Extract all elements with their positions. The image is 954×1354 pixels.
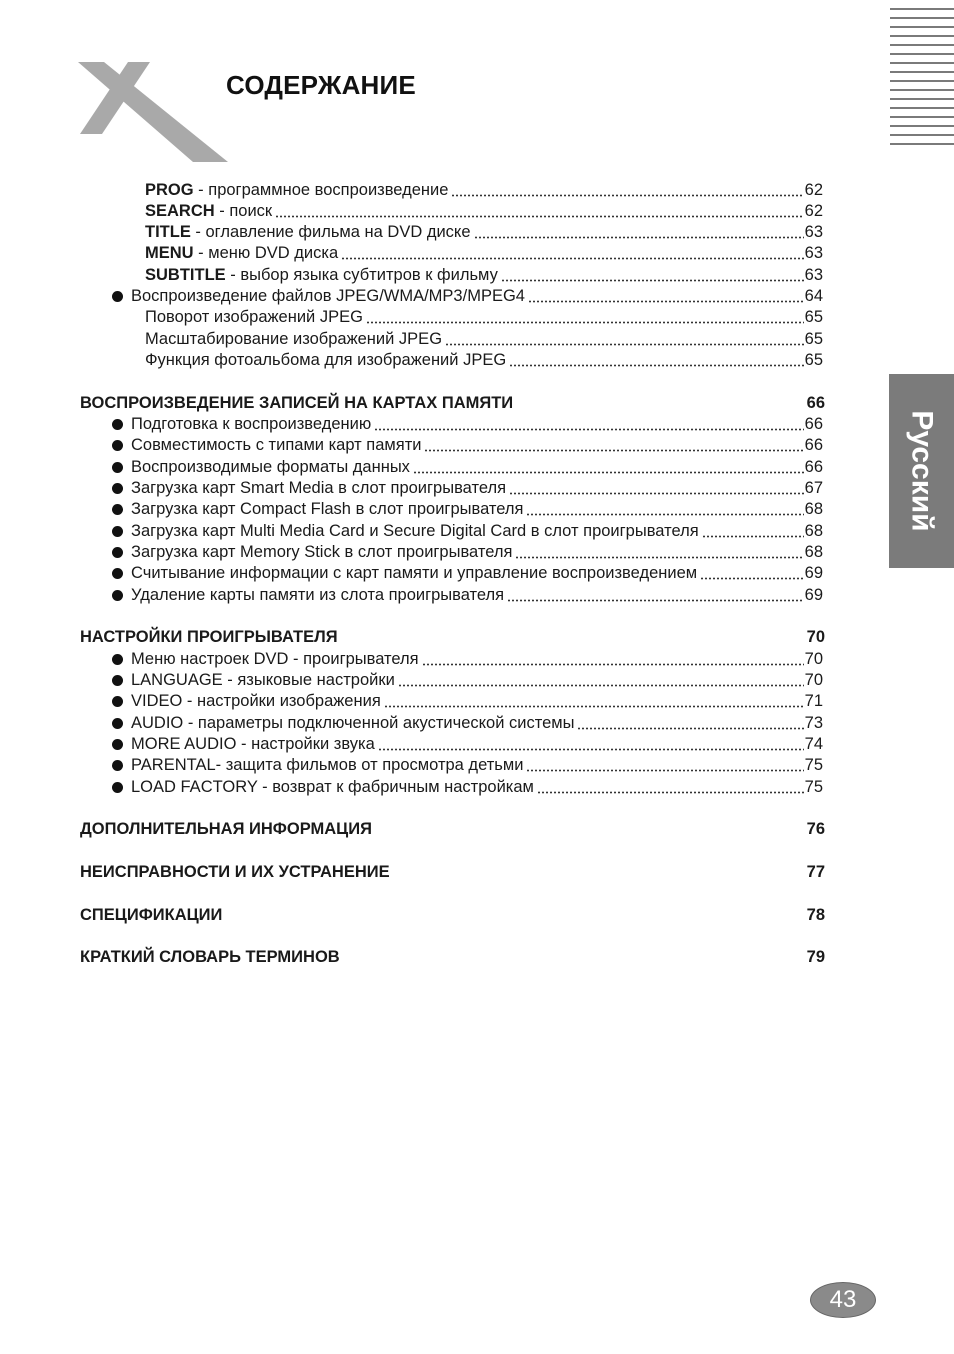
toc-page-number: 71 bbox=[804, 692, 823, 710]
dot-leader bbox=[537, 791, 804, 794]
toc-section-heading bbox=[80, 905, 823, 926]
toc-entry-label bbox=[145, 180, 448, 201]
toc-entry-command: PROG bbox=[145, 181, 194, 199]
dot-leader bbox=[509, 492, 804, 495]
bullet-icon bbox=[112, 739, 123, 750]
toc-page-number: 62 bbox=[804, 202, 823, 220]
toc-entry-text: Меню настроек DVD - проигрывателя bbox=[131, 650, 419, 668]
toc-entry-label bbox=[131, 499, 523, 520]
toc-page-number: 68 bbox=[804, 543, 823, 561]
toc-entry-text: КРАТКИЙ СЛОВАРЬ ТЕРМИНОВ bbox=[80, 948, 340, 966]
toc-entry-label bbox=[131, 755, 523, 776]
toc-entry-label bbox=[131, 478, 506, 499]
toc-page-number: 68 bbox=[804, 522, 823, 540]
toc-entry-text: MORE AUDIO - настройки звука bbox=[131, 735, 375, 753]
toc-page-number: 68 bbox=[804, 500, 823, 518]
toc-entry-label bbox=[80, 947, 340, 968]
toc-entry-label bbox=[131, 777, 534, 798]
toc-page-number: 66 bbox=[804, 458, 823, 476]
toc-page-number: 79 bbox=[806, 948, 825, 966]
dot-leader bbox=[275, 215, 803, 218]
toc-entry-label bbox=[131, 713, 574, 734]
toc-entry-label bbox=[145, 243, 338, 264]
language-tab-label: Русский bbox=[905, 410, 939, 532]
dot-leader bbox=[474, 236, 804, 239]
bullet-icon bbox=[112, 462, 123, 473]
dot-leader bbox=[515, 556, 803, 559]
toc-entry-command: MENU bbox=[145, 244, 194, 262]
toc-entry-text: Поворот изображений JPEG bbox=[145, 308, 363, 326]
toc-entry-text: Удаление карты памяти из слота проигрывателя bbox=[131, 586, 505, 604]
toc-entry bbox=[112, 478, 823, 499]
toc-page-number: 63 bbox=[804, 223, 823, 241]
toc-entry-label bbox=[80, 862, 390, 883]
page-number-badge bbox=[810, 1282, 876, 1318]
toc-entry-text: СПЕЦИФИКАЦИИ bbox=[80, 906, 223, 924]
toc-entry-text: PARENTAL- защита фильмов от просмотра детьми bbox=[131, 756, 524, 774]
toc-page-number: 77 bbox=[806, 863, 825, 881]
toc-entry-label bbox=[131, 734, 375, 755]
toc-entry-command: SUBTITLE bbox=[145, 266, 226, 284]
toc-entry bbox=[112, 691, 823, 712]
toc-page-number: 69 bbox=[804, 586, 823, 604]
toc-entry-label bbox=[131, 585, 504, 606]
toc-page-number: 65 bbox=[804, 351, 823, 369]
toc-page-number: 67 bbox=[804, 479, 823, 497]
toc-entry bbox=[145, 180, 823, 201]
dot-leader bbox=[526, 513, 803, 516]
bullet-icon bbox=[112, 760, 123, 771]
toc-entry bbox=[145, 350, 823, 371]
toc-entry-text: НАСТРОЙКИ ПРОИГРЫВАТЕЛЯ bbox=[80, 628, 338, 646]
toc-entry-label bbox=[131, 521, 699, 542]
toc-entry bbox=[145, 222, 823, 243]
toc-entry-text: Функция фотоальбома для изображений JPEG bbox=[145, 351, 507, 369]
toc-page-number: 63 bbox=[804, 266, 823, 284]
toc-section-heading bbox=[80, 627, 823, 648]
toc-page-number: 64 bbox=[804, 287, 823, 305]
dot-leader bbox=[577, 727, 803, 730]
toc-entry-text: Загрузка карт Compact Flash в слот проигрывателя bbox=[131, 500, 524, 518]
toc-entry-text: VIDEO - настройки изображения bbox=[131, 692, 381, 710]
toc-entry-command: TITLE bbox=[145, 223, 191, 241]
bullet-icon bbox=[112, 440, 123, 451]
bullet-icon bbox=[112, 547, 123, 558]
bullet-icon bbox=[112, 590, 123, 601]
toc-entry bbox=[112, 713, 823, 734]
toc-entry bbox=[112, 457, 823, 478]
dot-leader bbox=[507, 599, 804, 602]
dot-leader bbox=[374, 428, 803, 431]
toc-entry-text: Загрузка карт Smart Media в слот проигрывателя bbox=[131, 479, 507, 497]
toc-page-number: 62 bbox=[804, 181, 823, 199]
toc-entry-text: - оглавление фильма на DVD диске bbox=[190, 223, 471, 241]
toc-entry-label bbox=[131, 457, 410, 478]
toc-entry-text: AUDIO - параметры подключенной акустической системы bbox=[131, 714, 575, 732]
dot-leader bbox=[702, 535, 804, 538]
toc-entry-label bbox=[131, 649, 419, 670]
toc-entry-text: - выбор языка субтитров к фильму bbox=[225, 266, 498, 284]
toc-entry-label bbox=[131, 670, 395, 691]
toc-entry-text: LANGUAGE - языковые настройки bbox=[131, 671, 395, 689]
toc-entry bbox=[145, 307, 823, 328]
toc-entry-command: SEARCH bbox=[145, 202, 215, 220]
dot-leader bbox=[528, 300, 804, 303]
bullet-icon bbox=[112, 718, 123, 729]
bullet-icon bbox=[112, 568, 123, 579]
bullet-icon bbox=[112, 526, 123, 537]
toc-page-number: 74 bbox=[804, 735, 823, 753]
page-number: 43 bbox=[829, 1286, 857, 1313]
bullet-icon bbox=[112, 291, 123, 302]
toc-entry-label bbox=[131, 286, 525, 307]
toc-entry-label bbox=[80, 627, 338, 648]
toc-page-number: 73 bbox=[804, 714, 823, 732]
toc-page-number: 75 bbox=[804, 778, 823, 796]
toc-entry bbox=[112, 734, 823, 755]
toc-entry-text: Подготовка к воспроизведению bbox=[131, 415, 372, 433]
toc-page-number: 76 bbox=[806, 820, 825, 838]
toc-entry-label bbox=[145, 350, 506, 371]
toc-entry bbox=[112, 414, 823, 435]
toc-entry-text: - меню DVD диска bbox=[193, 244, 339, 262]
toc-entry-text: НЕИСПРАВНОСТИ И ИХ УСТРАНЕНИЕ bbox=[80, 863, 390, 881]
toc-entry-text: Воспроизведение файлов JPEG/WMA/MP3/MPEG4 bbox=[131, 287, 525, 305]
dot-leader bbox=[700, 577, 804, 580]
toc-entry-label bbox=[131, 691, 381, 712]
toc-entry bbox=[112, 585, 823, 606]
bullet-icon bbox=[112, 504, 123, 515]
dot-leader bbox=[378, 748, 804, 751]
toc-entry bbox=[112, 286, 823, 307]
dot-leader bbox=[341, 257, 804, 260]
bullet-icon bbox=[112, 696, 123, 707]
toc-section-heading bbox=[80, 819, 823, 840]
toc-page-number: 70 bbox=[804, 671, 823, 689]
toc-entry bbox=[112, 435, 823, 456]
toc-page-number: 75 bbox=[804, 756, 823, 774]
toc-page-number: 70 bbox=[806, 628, 825, 646]
bullet-icon bbox=[112, 419, 123, 430]
toc-entry bbox=[112, 499, 823, 520]
dot-leader bbox=[451, 194, 803, 197]
toc-entry-text: Совместимость с типами карт памяти bbox=[131, 436, 422, 454]
toc-page-number: 65 bbox=[804, 330, 823, 348]
dot-leader bbox=[366, 321, 804, 324]
dot-leader bbox=[509, 364, 803, 367]
toc-entry bbox=[112, 755, 823, 776]
toc-entry-label bbox=[145, 307, 363, 328]
toc-page-number: 63 bbox=[804, 244, 823, 262]
toc-entry-label bbox=[131, 563, 697, 584]
toc-section-heading bbox=[80, 862, 823, 883]
toc-entry bbox=[112, 649, 823, 670]
toc-entry-label bbox=[145, 265, 498, 286]
dot-leader bbox=[501, 279, 804, 282]
toc-entry bbox=[145, 265, 823, 286]
dot-leader bbox=[422, 663, 804, 666]
dot-leader bbox=[398, 684, 804, 687]
toc-section-heading bbox=[80, 393, 823, 414]
toc-entry bbox=[145, 329, 823, 350]
bullet-icon bbox=[112, 654, 123, 665]
toc-entry bbox=[112, 670, 823, 691]
toc-entry bbox=[112, 542, 823, 563]
toc-entry-label bbox=[145, 222, 471, 243]
bullet-icon bbox=[112, 782, 123, 793]
toc-entry bbox=[112, 563, 823, 584]
toc-entry-label bbox=[131, 542, 512, 563]
toc-entry-text: Считывание информации с карт памяти и управление воспроизведением bbox=[131, 564, 698, 582]
toc-page-number: 66 bbox=[804, 436, 823, 454]
toc-entry-text: Воспроизводимые форматы данных bbox=[131, 458, 410, 476]
toc-entry-label bbox=[145, 329, 442, 350]
bullet-icon bbox=[112, 483, 123, 494]
toc-page-number: 69 bbox=[804, 564, 823, 582]
toc-page-number: 78 bbox=[806, 906, 825, 924]
toc-entry-label bbox=[131, 435, 421, 456]
toc-page-number: 66 bbox=[806, 394, 825, 412]
toc-entry-text: - программное воспроизведение bbox=[193, 181, 449, 199]
toc-entry-label bbox=[80, 819, 372, 840]
toc-entry-text: LOAD FACTORY - возврат к фабричным настройкам bbox=[131, 778, 534, 796]
toc-entry bbox=[145, 201, 823, 222]
page-title: СОДЕРЖАНИЕ bbox=[226, 70, 416, 100]
toc-entry-label bbox=[131, 414, 371, 435]
toc-entry-text: ДОПОЛНИТЕЛЬНАЯ ИНФОРМАЦИЯ bbox=[80, 820, 372, 838]
toc-entry bbox=[145, 243, 823, 264]
toc-section-heading bbox=[80, 947, 823, 968]
toc-page-number: 70 bbox=[804, 650, 823, 668]
dot-leader bbox=[526, 769, 803, 772]
toc-entry bbox=[112, 521, 823, 542]
dot-leader bbox=[424, 449, 803, 452]
toc-entry-label bbox=[80, 905, 222, 926]
toc-entry bbox=[112, 777, 823, 798]
toc-entry-label bbox=[80, 393, 513, 414]
dot-leader bbox=[445, 343, 804, 346]
toc-entry-label bbox=[145, 201, 272, 222]
toc-entry-text: Загрузка карт Memory Stick в слот проигрывателя bbox=[131, 543, 513, 561]
dot-leader bbox=[384, 705, 804, 708]
toc-page-number: 65 bbox=[804, 308, 823, 326]
bullet-icon bbox=[112, 675, 123, 686]
toc-entry-text: ВОСПРОИЗВЕДЕНИЕ ЗАПИСЕЙ НА КАРТАХ ПАМЯТИ bbox=[80, 394, 514, 412]
toc-entry-text: Загрузка карт Multi Media Card и Secure Digital Card в слот проигрывателя bbox=[131, 522, 699, 540]
dot-leader bbox=[413, 471, 804, 474]
toc-entry-text: - поиск bbox=[214, 202, 273, 220]
toc-entry-text: Масштабирование изображений JPEG bbox=[145, 330, 443, 348]
toc-page-number: 66 bbox=[804, 415, 823, 433]
